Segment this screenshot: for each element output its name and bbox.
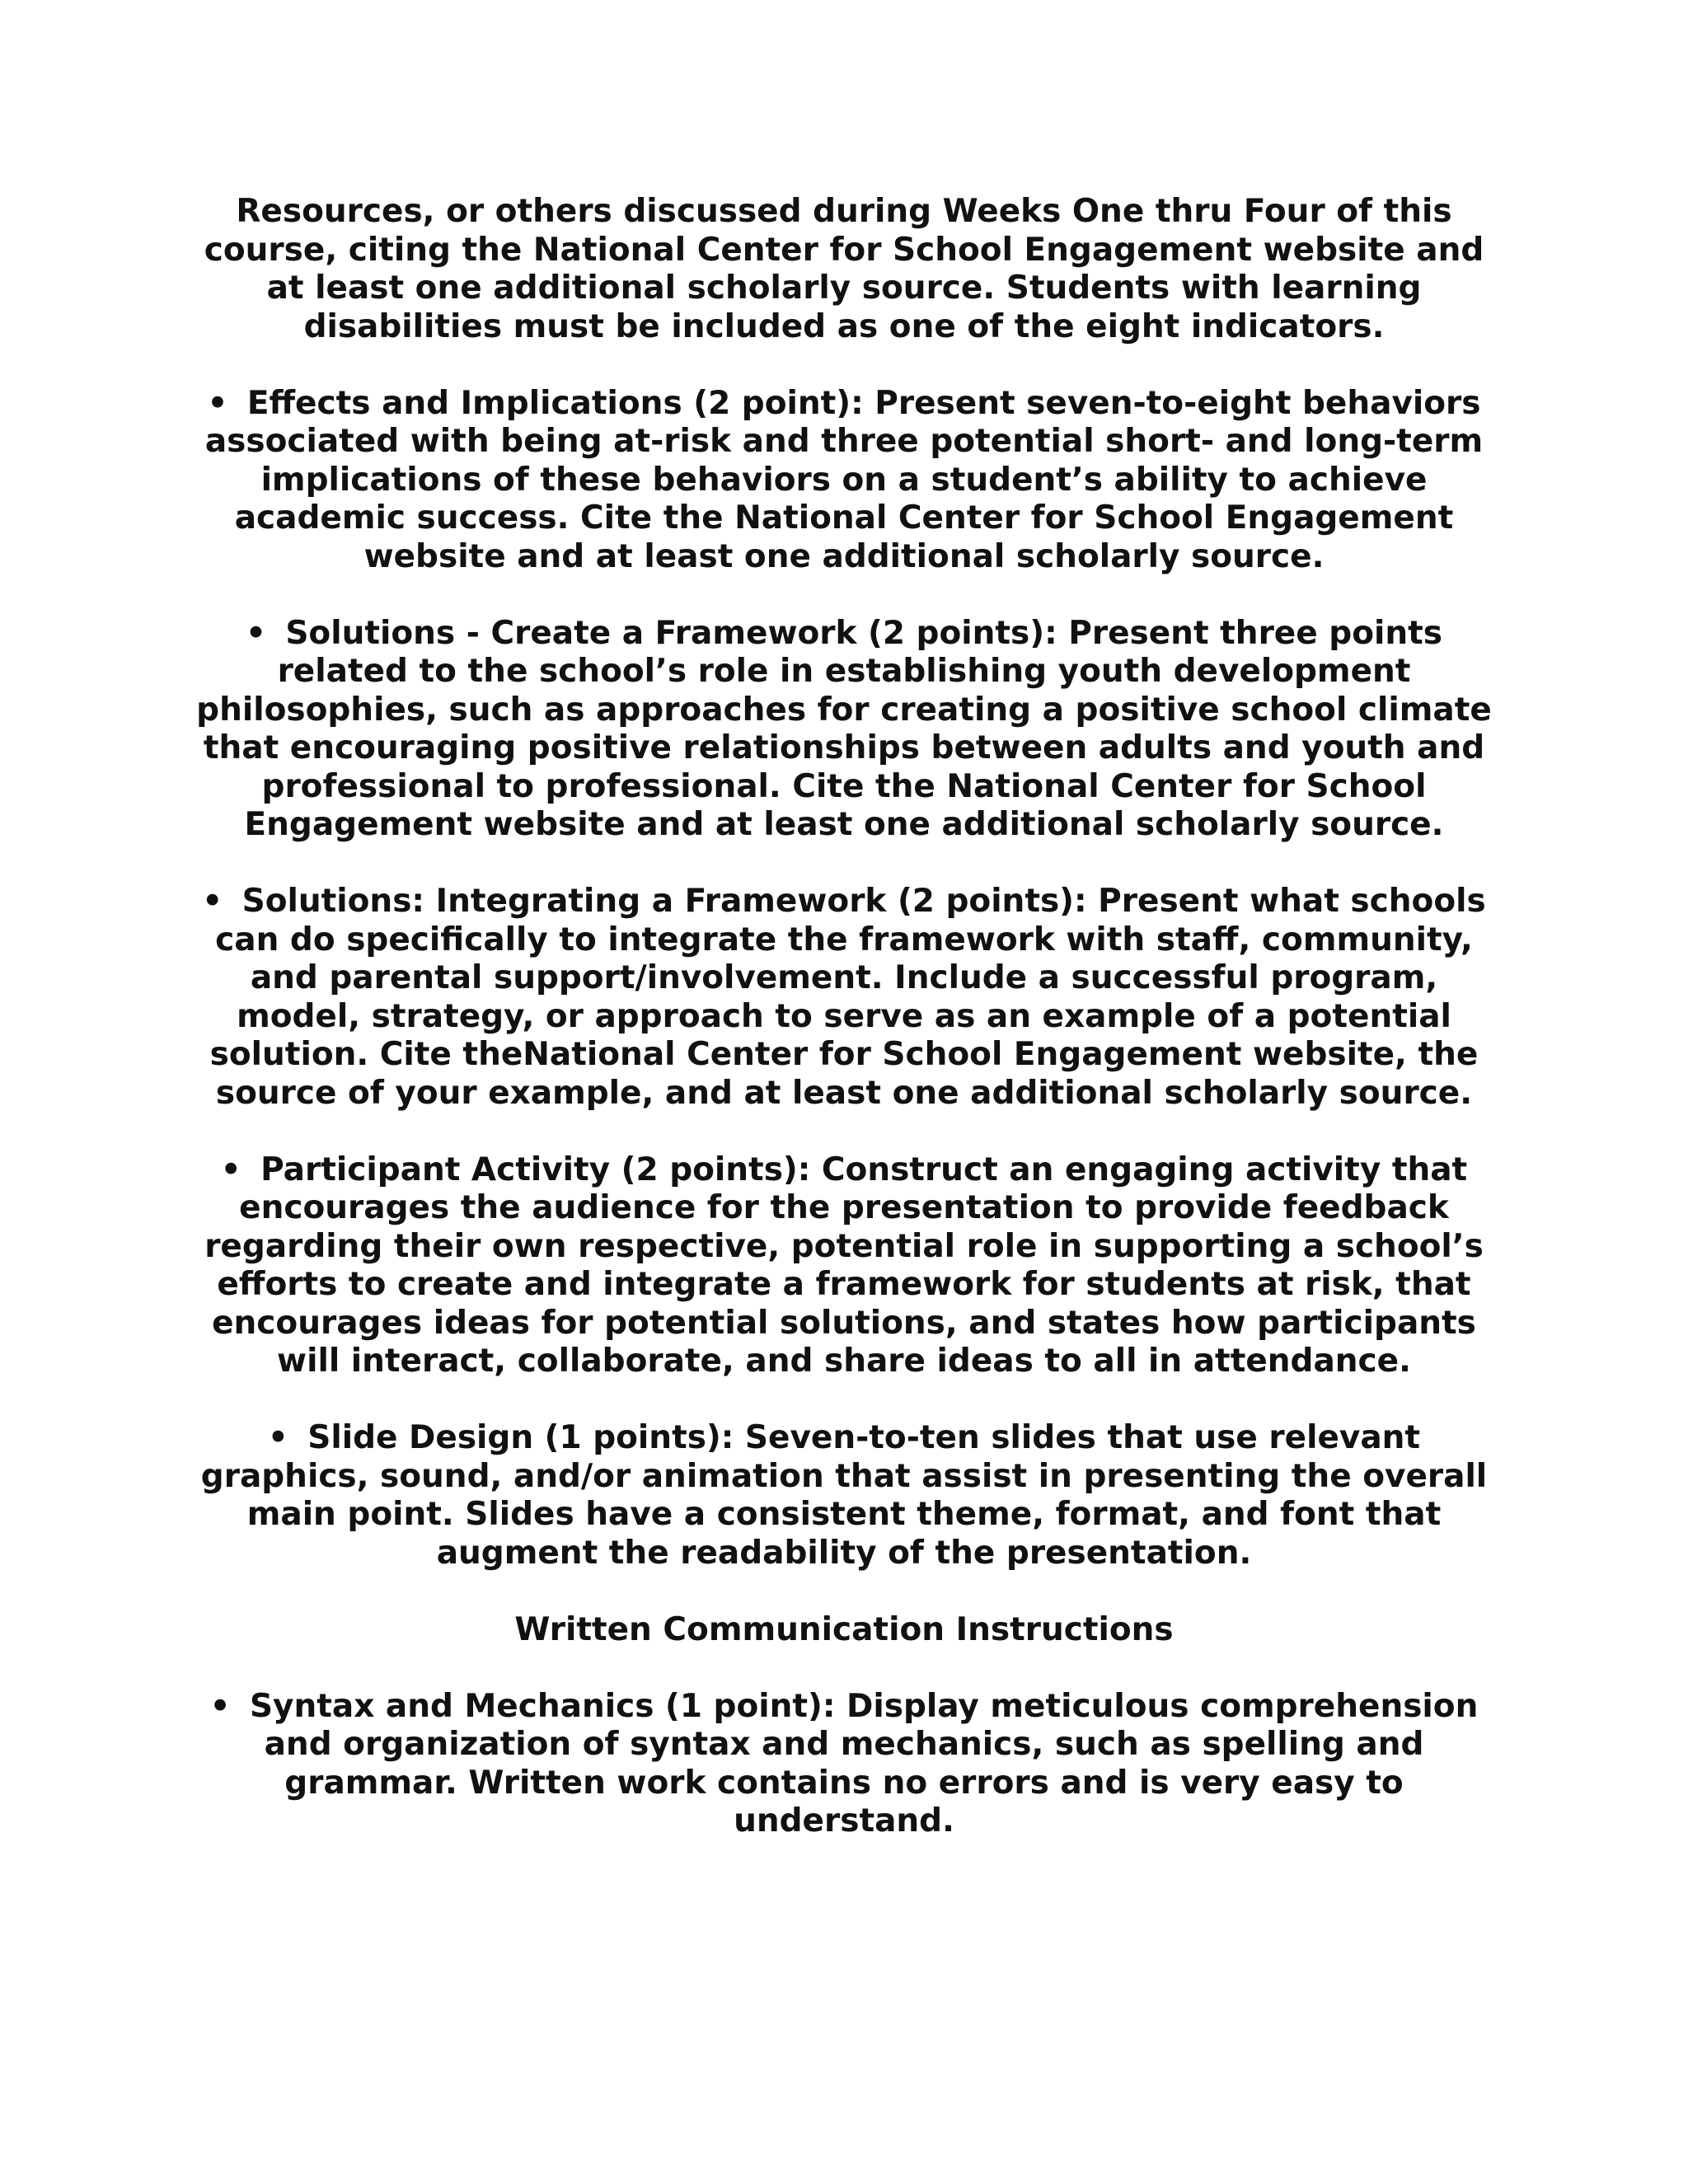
bullet-item-integrating-framework <box>190 883 1498 1113</box>
bullet-item-participant-activity <box>190 1151 1498 1381</box>
bullet-icon: • <box>207 384 228 422</box>
bullet-item-text: Syntax and Mechanics (1 point): Display meticulous comprehension and organization of syntax and mechanics, such as spelling and grammar. Written work contains no errors and is very easy to understand. <box>249 1687 1479 1840</box>
bullet-item-effects-implications <box>190 385 1498 577</box>
bullet-icon: • <box>209 1687 231 1725</box>
written-communication-heading: Written Communication Instructions <box>514 1610 1174 1648</box>
bullet-icon: • <box>202 883 223 920</box>
bullet-item-slide-design <box>190 1419 1498 1572</box>
bullet-icon: • <box>267 1419 288 1456</box>
bullet-item-syntax-mechanics <box>190 1688 1498 1841</box>
bullet-item-text: Slide Design (1 points): Seven-to-ten slides that use relevant graphics, sound, and/or animation that assist in presenting the overall main point. Slides have a consistent theme, format, and font that augment the readability of the presentation. <box>200 1419 1488 1572</box>
bullet-item-text: Solutions: Integrating a Framework (2 points): Present what schools can do specifically to integrate the framework with staff, community, and parental support/involvement. Include a successful program, model, strategy, or approach to serve as an example of a potential solution. Cite theNational Center for School Engagement website, the source of your example, and at least one additional scholarly source. <box>209 883 1486 1112</box>
bullet-icon: • <box>220 1151 241 1188</box>
bullet-item-text: Participant Activity (2 points): Construct an engaging activity that encourages the audience for the presentation to provide feedback regarding their own respective, potential role in supporting a school’s efforts to create and integrate a framework for students at risk, that encourages ideas for potential solutions, and states how participants will interact, collaborate, and share ideas to all in attendance. <box>204 1151 1484 1380</box>
bullet-item-text: Effects and Implications (2 point): Present seven-to-eight behaviors associated with being at-risk and three potential short- and long-term implications of these behaviors on a student’s ability to achieve academic success. Cite the National Center for School Engagement website and at least one additional scholarly source. <box>204 384 1484 575</box>
bullet-icon: • <box>246 614 266 652</box>
intro-paragraph: Resources, or others discussed during Weeks One thru Four of this course, citing the National Center for School Engagement website and at least one additional scholarly source. Students with learning disabilities must be included as one of the eight indicators. <box>204 193 1484 345</box>
bullet-item-create-framework <box>190 615 1498 845</box>
document-body <box>190 193 1498 1879</box>
bullet-item-text: Solutions - Create a Framework (2 points): Present three points related to the school’s role in establishing youth development philosophies, such as approaches for creating a positive school climate that encouraging positive relationships between adults and youth and professional to professional. Cite the National Center for School Engagement website and at least one additional scholarly source. <box>196 614 1492 843</box>
